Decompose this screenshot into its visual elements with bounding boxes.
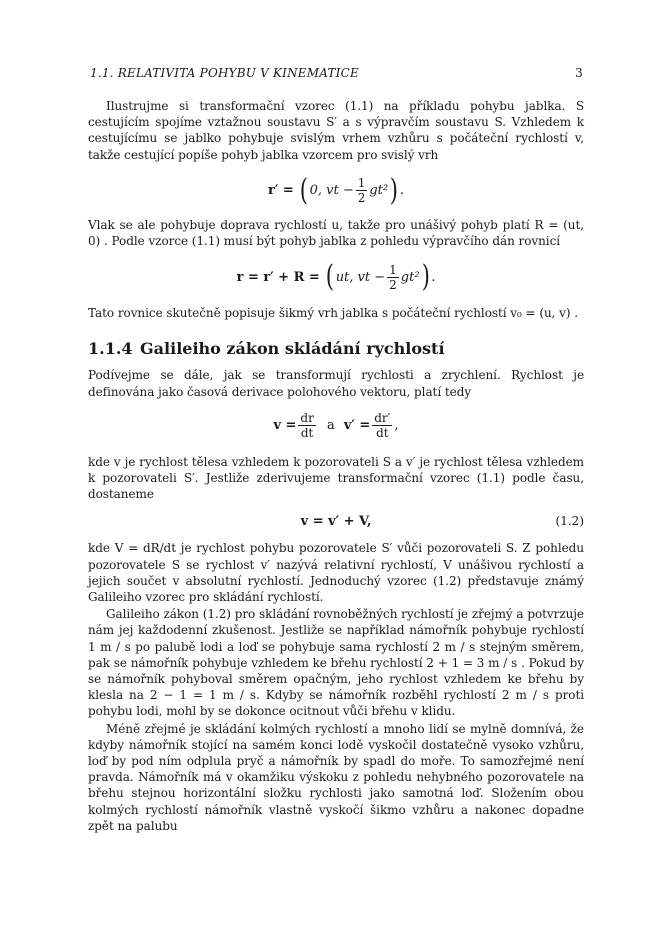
eq1-close-paren: ) (389, 172, 399, 208)
paragraph-2: Vlak se ale pohybuje doprava rychlostí u, takže pro unášivý pohyb platí R = (ut, 0) . Podle vzorce (1.1) musí být pohyb jablka z pohledu výpravčího dán rovnicí (88, 217, 584, 249)
eq3-conj: a (326, 418, 335, 434)
eq2-end: . (431, 269, 436, 285)
eq2-den: 2 (389, 277, 397, 292)
eq2-num: 1 (389, 262, 397, 277)
eq1-end: . (399, 183, 404, 199)
eq3-vp-lhs: v′ = (343, 418, 371, 434)
page-body (88, 98, 584, 834)
section-heading (88, 339, 584, 359)
page-number: 3 (575, 66, 583, 80)
eq3-v-lhs: v = (273, 418, 297, 434)
eq1-lhs: r′ = (268, 183, 294, 199)
paragraph-5: kde v je rychlost tělesa vzhledem k pozorovateli S a v′ je rychlost tělesa vzhledem k pozorovateli S′. Jestliže zderivujeme transformační vzorec (1.1) podle času, dostaneme (88, 454, 584, 502)
eq1-den: 2 (357, 191, 366, 206)
paragraph-1: Ilustrujme si transformační vzorec (1.1) na příkladu pohybu jablka. S cestujícím spojíme vztažnou soustavu S′ a s výpravčím soustavu S. Vzhledem k cestujícímu se jablko pohybuje svislým vrhem vzhůru s počáteční rychlostí v, takže cestující popíše pohyb jablka vzorcem pro svislý vrh (88, 99, 584, 162)
running-header (90, 66, 583, 82)
eq2-fraction (387, 263, 399, 292)
running-title: 1.1. RELATIVITA POHYBU V KINEMATICE (90, 66, 359, 80)
paragraph-3: Tato rovnice skutečně popisuje šikmý vrh jablka s počáteční rychlostí v₀ = (u, v) . (88, 306, 579, 321)
section-title: Galileiho zákon skládání rychlostí (140, 339, 445, 359)
equation-r (88, 251, 584, 303)
eq1-open-paren: ( (299, 172, 308, 208)
equation-1-2 (88, 502, 584, 540)
eq3-vp-num: dr′ (374, 411, 391, 426)
equation-velocity-defs (88, 402, 584, 450)
eq3-v-fraction (298, 411, 315, 440)
eq2-lhs: r = r′ + R = (236, 269, 320, 285)
eq3-vp-fraction (372, 411, 392, 440)
paragraph-8: Méně zřejmé je skládání kolmých rychlostí a mnoho lidí se mylně domnívá, že kdyby námořník stojící na samém konci lodě vyskočil dostatečně vysoko vzhůru, loď by pod ním odplula pryč a námořník by spadl do moře. To samozřejmé není pravda. Námořník má v okamžiku výskoku z pohledu nehybného pozorovatele na břehu stejnou horizontální složku rychlosti jako samotná loď. Složením obou kolmých rychlostí námořník vlastně vyskočí šikmo vzhůru a nakonec dopadne zpět na palubu (88, 721, 584, 833)
eq3-end: , (394, 418, 399, 434)
eq3-v-den: dt (300, 426, 314, 441)
eq1-inner: 0, vt − (309, 183, 354, 199)
eq2-inner: ut, vt − (335, 269, 386, 285)
eq2-after: gt² (400, 269, 420, 285)
paragraph-6: kde V = dR/dt je rychlost pohybu pozorovatele S′ vůči pozorovateli S. Z pohledu pozorovatele S se rychlost v′ nazývá relativní rychlostí, V unášivou rychlostí a jejich součet v absolutní rychlostí. Jednoduchý vzorec (1.2) představuje známý Galileiho vzorec pro skládání rychlostí. (88, 541, 584, 605)
eq1-after: gt² (369, 183, 389, 199)
paragraph-4: Podívejme se dále, jak se transformují rychlosti a zrychlení. Rychlost je definována jako časová derivace polohového vektoru, platí tedy (88, 368, 584, 399)
eq2-close-paren: ) (421, 259, 430, 295)
section-number: 1.1.4 (88, 339, 133, 359)
eq2-open-paren: ( (325, 259, 334, 295)
eq1-num: 1 (357, 176, 366, 191)
eq3-vp-den: dt (376, 426, 389, 441)
paragraph-7: Galileiho zákon (1.2) pro skládání rovnoběžných rychlostí je zřejmý a potvrzuje nám jej každodenní zkušenost. Jestliže se například námořník pohybuje rychlostí 1 m / s po palubě lodi a loď se pohybuje sama rychlostí 2 m / s stejným směrem, pak se námořník pohybuje vzhledem ke břehu rychlostí 2 + 1 = 3 m / s . Pokud by se námořník pohyboval směrem opačným, jeho rychlost vzhledem ke břehu by klesla na 2 − 1 = 1 m / s. Kdyby se námořník rozběhl rychlostí 2 m / s proti pohybu lodi, mohl by se dokonce ocitnout vůči břehu v klidu. (88, 607, 584, 719)
eq1-fraction (356, 176, 368, 205)
eq4-body: v = v′ + V, (300, 513, 372, 529)
eq3-v-num: dr (300, 411, 314, 426)
equation-r-prime (88, 167, 584, 215)
equation-number: (1.2) (555, 514, 584, 529)
